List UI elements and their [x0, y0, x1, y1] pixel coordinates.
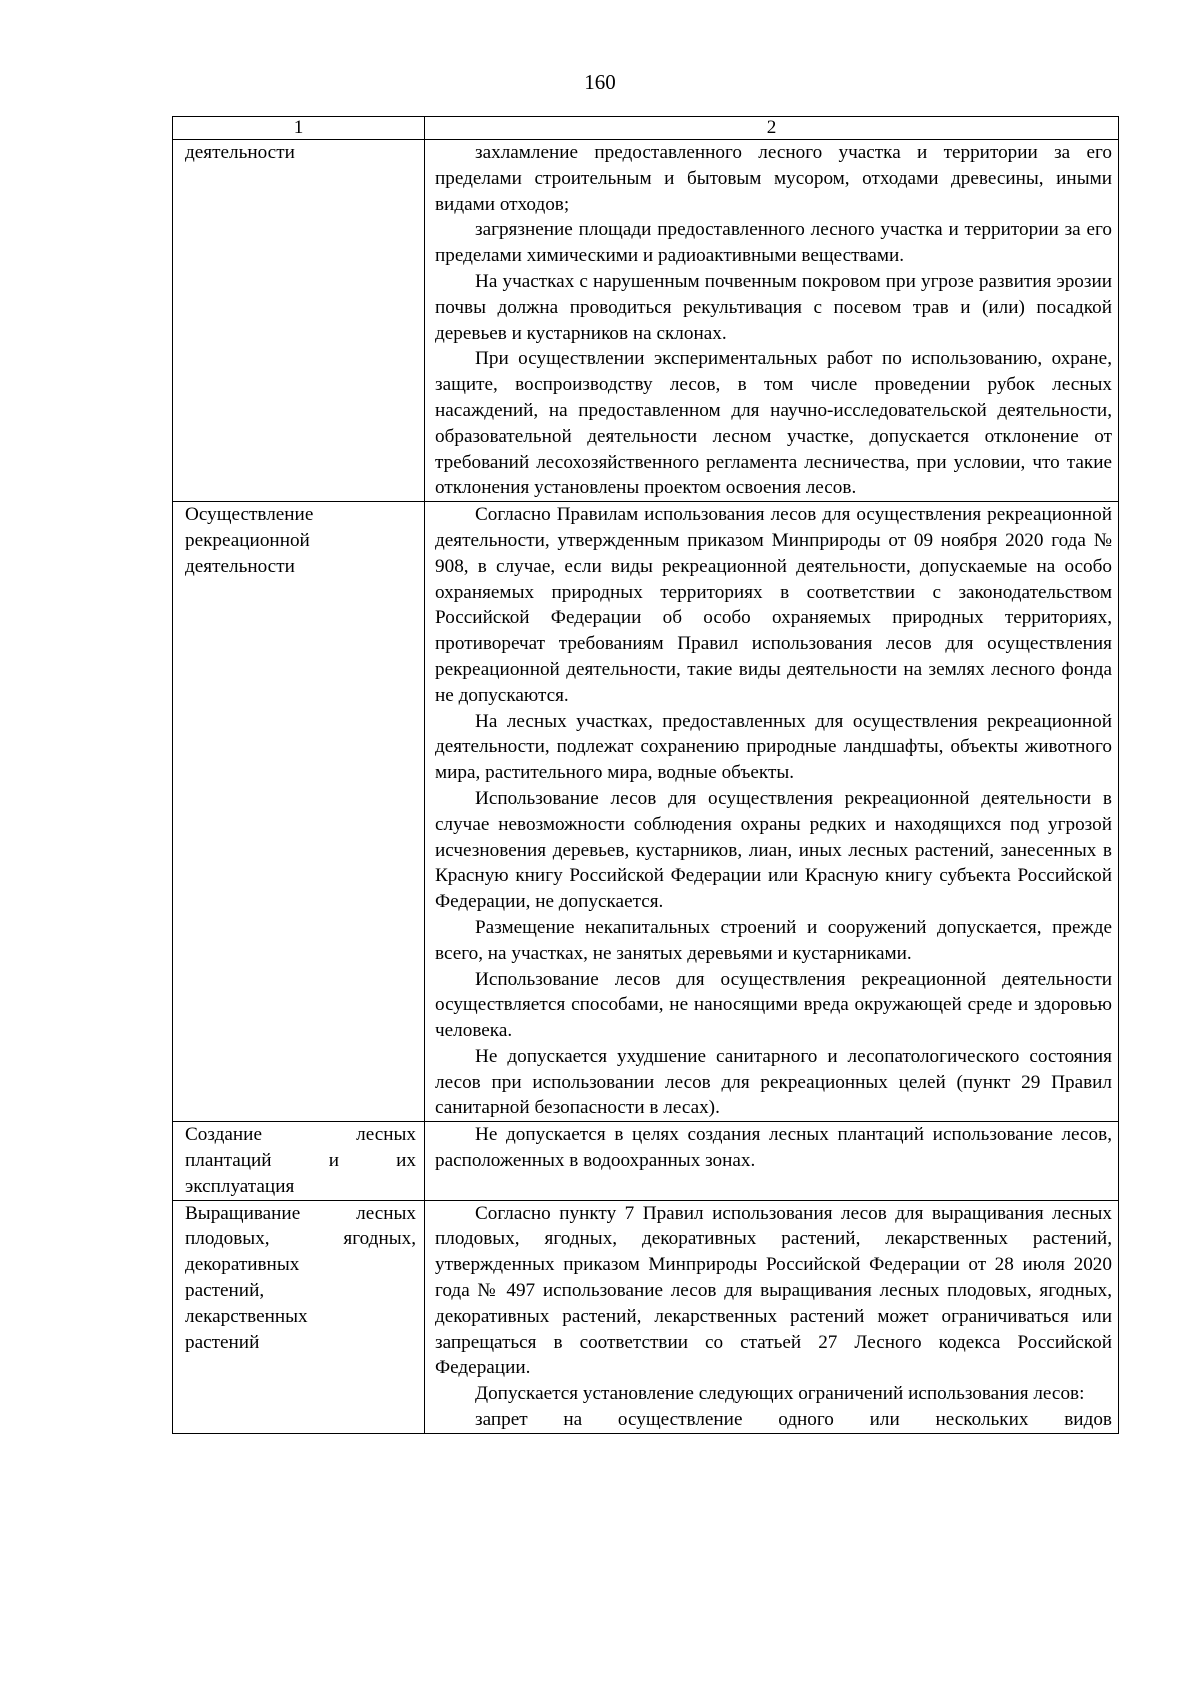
- activity-label-line: декоративных: [185, 1254, 300, 1276]
- requirements-cell: [425, 140, 1119, 502]
- table-row: [173, 1122, 1119, 1200]
- table-row: [173, 140, 1119, 502]
- requirement-paragraph: захламление предоставленного лесного участка и территории за его пределами строительным и бытовым мусором, отходами древесины, иными видами отходов;: [435, 142, 1112, 215]
- column-header-1: 1: [173, 117, 425, 140]
- column-header-2: 2: [425, 117, 1119, 140]
- activity-label-line: Выращивание лесных: [185, 1202, 416, 1224]
- activity-label-line: эксплуатация: [185, 1175, 295, 1197]
- requirement-paragraph: При осуществлении экспериментальных работ по использованию, охране, защите, воспроизводству лесов, в том числе проведении рубок лесных насаждений, на предоставленном для научно-исследовательской деятельности, образовательной деятельности лесном участке, допускается отклонение от требований лесохозяйственного регламента лесничества, при условии, что такие отклонения установлены проектом освоения лесов.: [435, 348, 1112, 499]
- requirements-cell: [425, 1200, 1119, 1433]
- requirement-paragraph: На лесных участках, предоставленных для осуществления рекреационной деятельности, подлежат сохранению природные ландшафты, объекты животного мира, растительного мира, водные объекты.: [435, 710, 1112, 784]
- activity-label-line: плантаций и их: [185, 1150, 416, 1172]
- activity-label: деятельности: [185, 142, 295, 163]
- regulation-table: [172, 116, 1119, 1434]
- requirement-paragraph: Использование лесов для осуществления рекреационной деятельности в случае невозможности соблюдения охраны редких и находящихся под угрозой исчезновения деревьев, кустарников, лиан, иных лесных растений, занесенных в Красную книгу Российской Федерации или Красную книгу субъекта Российской Федерации, не допускается.: [435, 787, 1112, 913]
- requirements-cell: [425, 502, 1119, 1122]
- requirement-paragraph: загрязнение площади предоставленного лесного участка и территории за его пределами химическими и радиоактивными веществами.: [435, 219, 1112, 267]
- table-row: [173, 1200, 1119, 1433]
- activity-label-line: плодовых, ягодных,: [185, 1228, 416, 1250]
- requirement-paragraph: запрет на осуществление одного или нескольких видов: [475, 1409, 1112, 1431]
- requirement-paragraph: Размещение некапитальных строений и сооружений допускается, прежде всего, на участках, не занятых деревьями и кустарниками.: [435, 916, 1112, 964]
- activity-label-line: растений,: [185, 1280, 265, 1302]
- requirement-paragraph: На участках с нарушенным почвенным покровом при угрозе развития эрозии почвы должна проводиться рекультивация с посевом трав и (или) посадкой деревьев и кустарников на склонах.: [435, 270, 1112, 344]
- activity-label-line: лекарственных: [185, 1305, 308, 1327]
- requirement-paragraph: Использование лесов для осуществления рекреационной деятельности осуществляется способами, не наносящими вреда окружающей среде и здоровью человека.: [435, 968, 1112, 1042]
- table-header-row: [173, 117, 1119, 140]
- requirement-paragraph: Допускается установление следующих ограничений использования лесов:: [475, 1383, 1085, 1405]
- requirement-paragraph: Не допускается ухудшение санитарного и лесопатологического состояния лесов при использовании лесов для рекреационных целей (пункт 29 Правил санитарной безопасности в лесах).: [435, 1045, 1112, 1119]
- requirement-paragraph: Согласно Правилам использования лесов для осуществления рекреационной деятельности, утвержденным приказом Минприроды от 09 ноября 2020 года № 908, в случае, если виды рекреационной деятельности, допускаемые на особо охраняемых природных территориях в соответствии с законодательством Российской Федерации об особо охраняемых природных территориях, противоречат требованиям Правил использования лесов для осуществления рекреационной деятельности, такие виды деятельности на землях лесного фонда не допускаются.: [435, 504, 1112, 706]
- activity-cell: [173, 140, 425, 502]
- activity-label-line: деятельности: [185, 555, 295, 577]
- requirements-cell: [425, 1122, 1119, 1200]
- requirement-paragraph: Согласно пункту 7 Правил использования лесов для выращивания лесных плодовых, ягодных, декоративных растений, лекарственных растений, утвержденных приказом Минприроды Российской Федерации от 28 июля 2020 года № 497 использование лесов для выращивания лесных плодовых, ягодных, декоративных растений, лекарственных растений может ограничиваться или запрещаться в соответствии со статьей 27 Лесного кодекса Российской Федерации.: [435, 1202, 1112, 1379]
- activity-label-line: Осуществление: [185, 504, 314, 526]
- activity-cell: [173, 1200, 425, 1433]
- activity-label-line: растений: [185, 1331, 260, 1353]
- table-row: [173, 502, 1119, 1122]
- requirement-paragraph: Не допускается в целях создания лесных плантаций использование лесов, расположенных в водоохранных зонах.: [435, 1124, 1112, 1172]
- activity-label-line: рекреационной: [185, 529, 310, 551]
- activity-cell: [173, 502, 425, 1122]
- activity-cell: [173, 1122, 425, 1200]
- page-number: 160: [584, 70, 616, 94]
- activity-label-line: Создание лесных: [185, 1124, 416, 1146]
